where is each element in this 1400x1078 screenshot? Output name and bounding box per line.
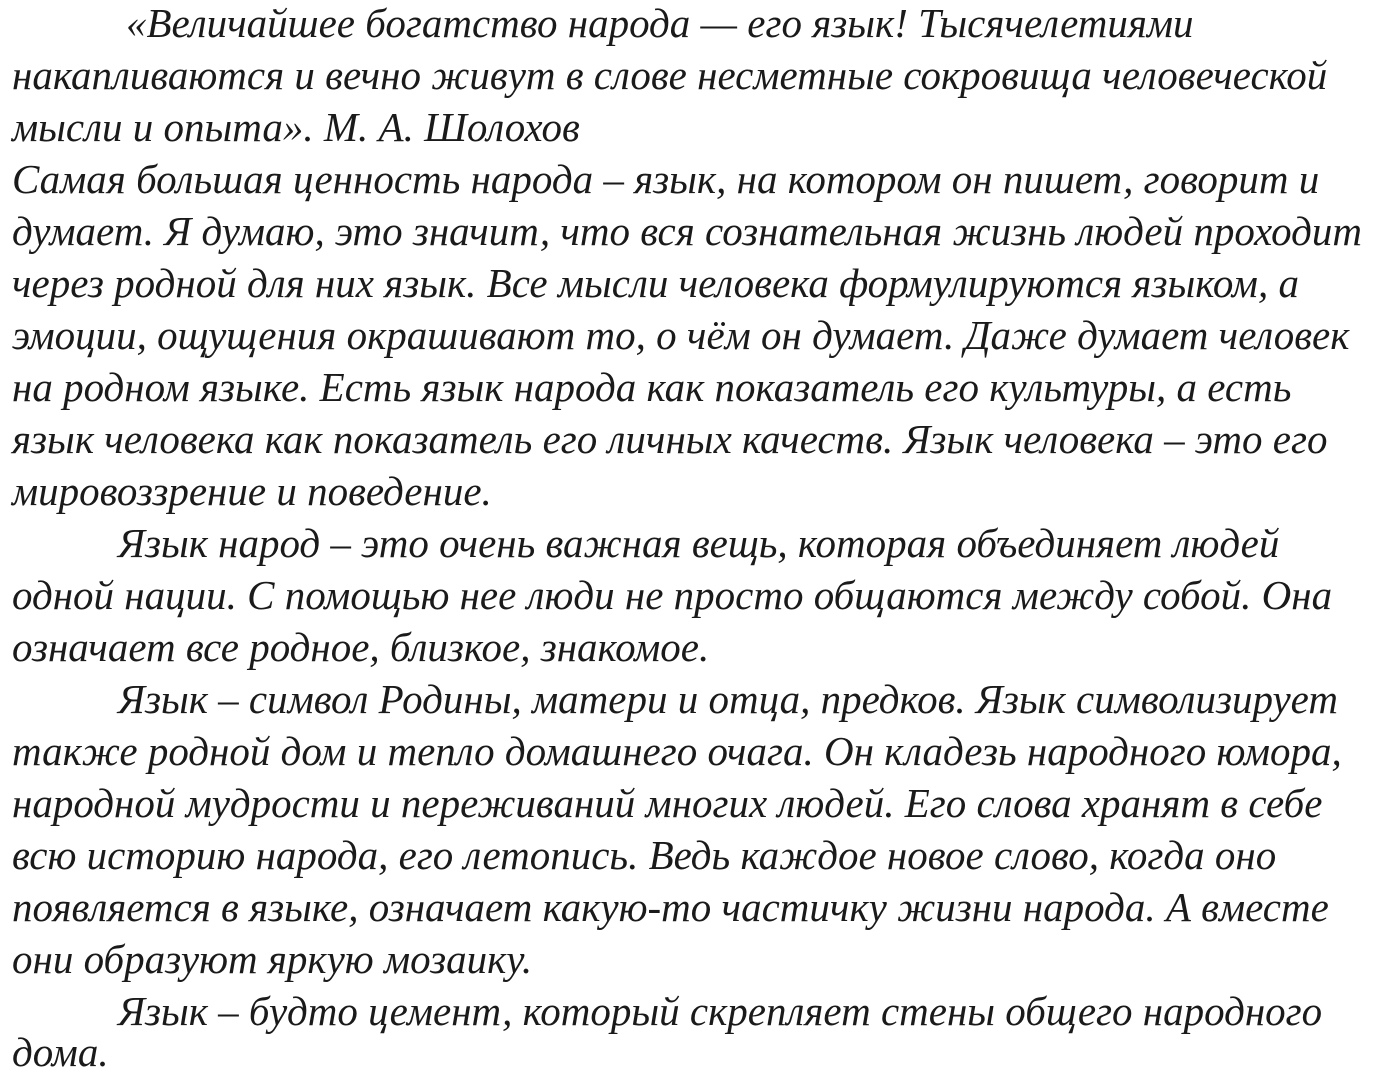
paragraph-1-line-3: через родной для них язык. Все мысли человека формулируются языком, а xyxy=(12,260,1299,306)
paragraph-1-line-6: язык человека как показатель его личных качеств. Язык человека – это его xyxy=(12,416,1328,462)
epigraph-line-2: накапливаются и вечно живут в слове несметные сокровища человеческой xyxy=(12,52,1328,98)
paragraph-1-line-7: мировоззрение и поведение. xyxy=(12,468,492,514)
epigraph-line-3: мысли и опыта». М. А. Шолохов xyxy=(12,104,580,150)
paragraph-3-line-1: Язык – символ Родины, матери и отца, предков. Язык символизирует xyxy=(118,676,1338,722)
epigraph-line-1: «Величайшее богатство народа — его язык! Тысячелетиями xyxy=(126,0,1194,46)
paragraph-2-line-3: означает все родное, близкое, знакомое. xyxy=(12,624,710,670)
paragraph-2-line-2: одной нации. С помощью нее люди не просто общаются между собой. Она xyxy=(12,572,1333,618)
paragraph-3-line-2: также родной дом и тепло домашнего очага. Он кладезь народного юмора, xyxy=(12,728,1342,774)
paragraph-3-line-6: они образуют яркую мозаику. xyxy=(12,936,533,982)
paragraph-1-line-5: на родном языке. Есть язык народа как показатель его культуры, а есть xyxy=(12,364,1292,410)
paragraph-4-line-1: Язык – будто цемент, который скрепляет стены общего народного xyxy=(118,988,1323,1034)
paragraph-3-line-4: всю историю народа, его летопись. Ведь каждое новое слово, когда оно xyxy=(12,832,1277,878)
paragraph-1-line-1: Самая большая ценность народа – язык, на котором он пишет, говорит и xyxy=(12,156,1320,202)
paragraph-2-line-1: Язык народ – это очень важная вещь, которая объединяет людей xyxy=(118,520,1280,566)
paragraph-3-line-3: народной мудрости и переживаний многих людей. Его слова хранят в себе xyxy=(12,780,1323,826)
paragraph-1-line-2: думает. Я думаю, это значит, что вся сознательная жизнь людей проходит xyxy=(12,208,1362,254)
paragraph-3-line-5: появляется в языке, означает какую-то частичку жизни народа. А вместе xyxy=(12,884,1329,930)
paragraph-1-line-4: эмоции, ощущения окрашивают то, о чём он думает. Даже думает человек xyxy=(12,312,1350,358)
paragraph-4-line-2: дома. xyxy=(12,1029,109,1075)
